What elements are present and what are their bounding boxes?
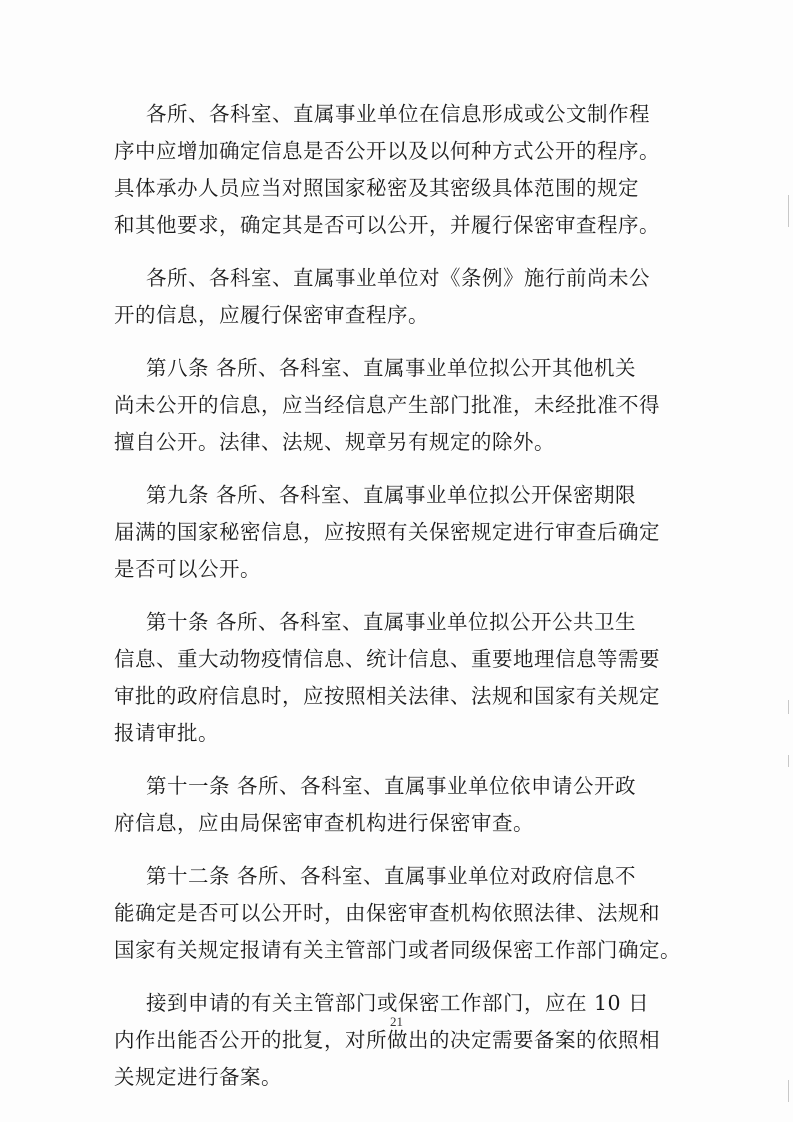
text-line: 国家有关规定报请有关主管部门或者同级保密工作部门确定。: [114, 938, 681, 962]
document-body: [114, 96, 694, 1112]
page-number: 21: [390, 1014, 403, 1029]
text-line: 具体承办人员应当对照国家秘密及其密级具体范围的规定: [114, 176, 639, 200]
scan-artifact: [788, 755, 789, 767]
text-line: 接到申请的有关主管部门或保密工作部门，应在 10 日: [146, 991, 650, 1015]
scan-artifact: [788, 195, 789, 227]
text-line: 能确定是否可以公开时，由保密审查机构依照法律、法规和: [114, 901, 660, 925]
paragraph-2: [114, 260, 694, 334]
text-line: 擅自公开。法律、法规、规章另有规定的除外。: [114, 430, 555, 454]
article-11: [114, 768, 694, 842]
article-9: [114, 477, 694, 588]
paragraph-1: [114, 96, 694, 244]
text-line: 和其他要求，确定其是否可以公开，并履行保密审查程序。: [114, 213, 660, 237]
text-line: 第十条 各所、各科室、直属事业单位拟公开公共卫生: [146, 610, 637, 634]
text-line: 开的信息，应履行保密审查程序。: [114, 303, 429, 327]
paragraph-final: [114, 985, 694, 1096]
text-line: 第十一条 各所、各科室、直属事业单位依申请公开政: [146, 774, 637, 798]
text-line: 关规定进行备案。: [114, 1065, 282, 1089]
text-line: 审批的政府信息时，应按照相关法律、法规和国家有关规定: [114, 684, 660, 708]
text-line: 信息、重大动物疫情信息、统计信息、重要地理信息等需要: [114, 647, 660, 671]
text-line: 报请审批。: [114, 721, 219, 745]
text-line: 届满的国家秘密信息，应按照有关保密规定进行审查后确定: [114, 520, 660, 544]
text-line: 第九条 各所、各科室、直属事业单位拟公开保密期限: [146, 483, 637, 507]
article-8: [114, 350, 694, 461]
text-line: 第十二条 各所、各科室、直属事业单位对政府信息不: [146, 864, 637, 888]
article-12: [114, 858, 694, 969]
text-line: 第八条 各所、各科室、直属事业单位拟公开其他机关: [146, 356, 637, 380]
article-10: [114, 604, 694, 752]
text-line: 各所、各科室、直属事业单位在信息形成或公文制作程: [146, 102, 650, 126]
text-line: 内作出能否公开的批复，对所做出的决定需要备案的依照相: [114, 1028, 660, 1052]
text-line: 府信息，应由局保密审查机构进行保密审查。: [114, 811, 534, 835]
scan-artifact: [788, 1080, 789, 1102]
text-line: 尚未公开的信息，应当经信息产生部门批准，未经批准不得: [114, 393, 660, 417]
scan-artifact: [788, 700, 789, 714]
text-line: 是否可以公开。: [114, 557, 261, 581]
text-line: 各所、各科室、直属事业单位对《条例》施行前尚未公: [146, 266, 650, 290]
text-line: 序中应增加确定信息是否公开以及以何种方式公开的程序。: [114, 139, 660, 163]
